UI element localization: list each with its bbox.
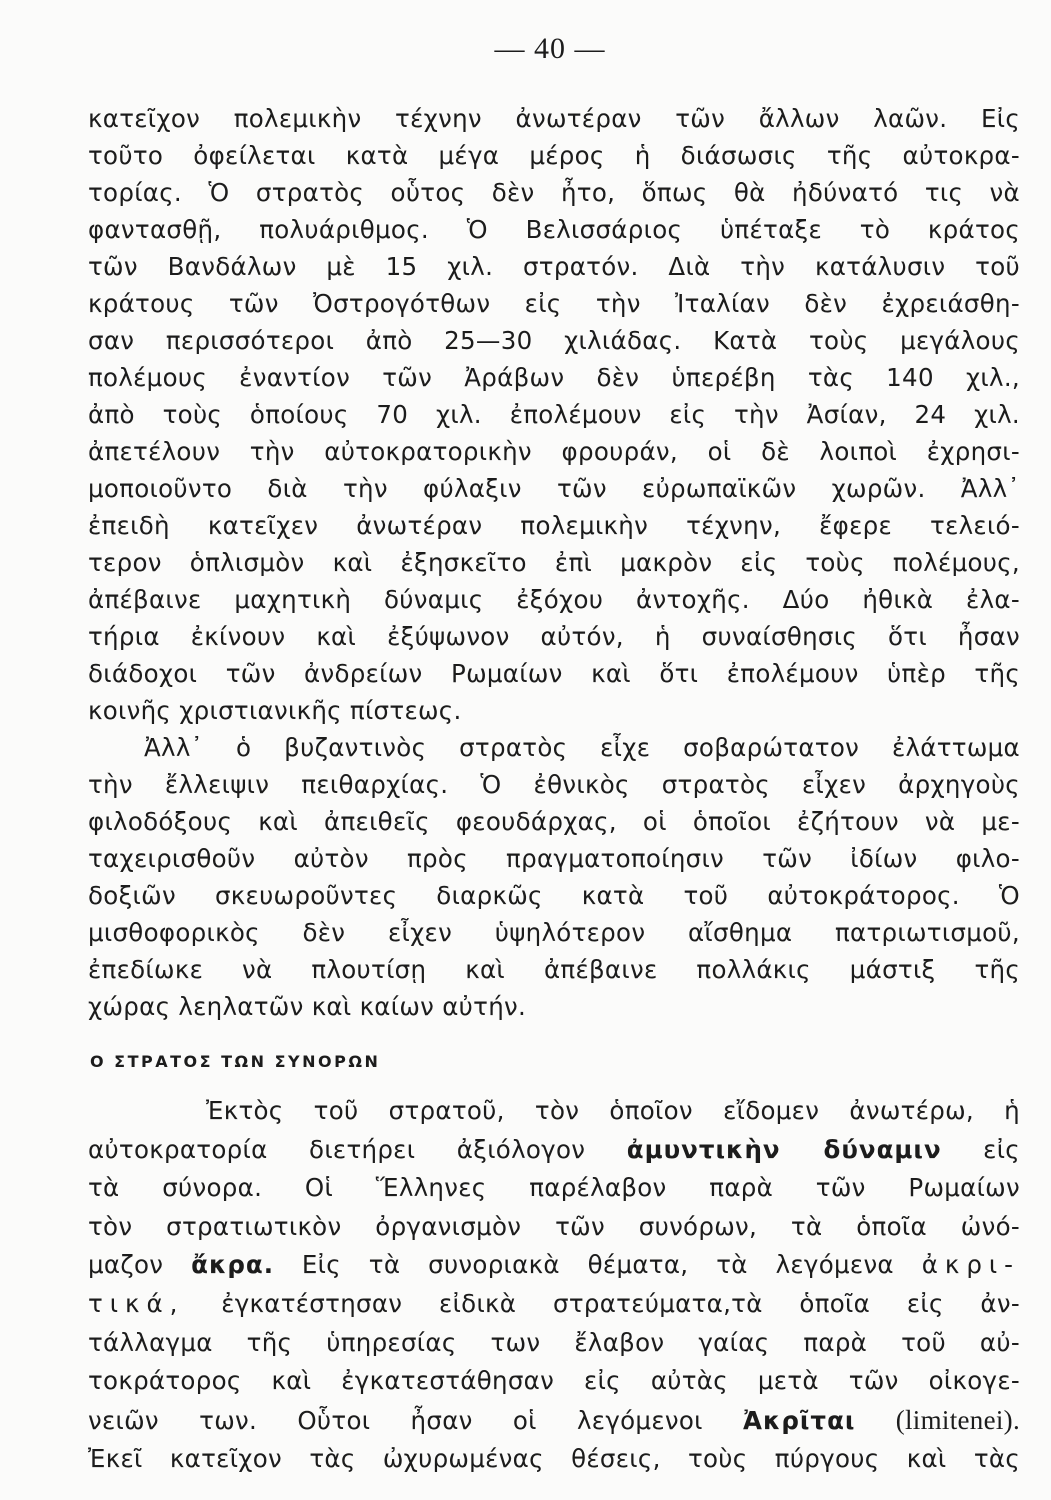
- body-text-section-2: [88, 1092, 1020, 1479]
- text-line: φαντασθῇ, πολυάριθμος. Ὁ Βελισσάριος ὑπέταξε τὸ κράτος: [88, 215, 1020, 244]
- text-line: φιλοδόξους καὶ ἀπειθεῖς φεουδάρχας, οἱ ὁποῖοι ἐζήτουν νὰ με-: [88, 807, 1020, 836]
- text-fragment: ἐγκατέστησαν εἰδικὰ στρατεύματα,τὰ ὁποῖα εἰς ἀν-: [221, 1288, 1021, 1318]
- text-fragment: νειῶν των. Οὗτοι ἦσαν οἱ λεγόμενοι: [88, 1405, 703, 1435]
- text-fragment: Εἰς τὰ συνοριακὰ θέματα, τὰ λεγόμενα: [301, 1250, 894, 1280]
- section-heading: Ο ΣΤΡΑΤΟΣ ΤΩΝ ΣΥΝΟΡΩΝ: [90, 1052, 381, 1071]
- text-line: κατεῖχον πολεμικὴν τέχνην ἀνωτέραν τῶν ἄλλων λαῶν. Εἰς: [88, 104, 1020, 133]
- text-line: διάδοχοι τῶν ἀνδρείων Ρωμαίων καὶ ὅτι ἐπολέμουν ὑπὲρ τῆς: [88, 659, 1020, 688]
- latin-term: (limitenei).: [895, 1404, 1021, 1435]
- text-line: πολέμους ἐναντίον τῶν Ἀράβων δὲν ὑπερέβη τὰς 140 χιλ.,: [88, 363, 1020, 392]
- text-line: μισθοφορικὸς δὲν εἶχεν ὑψηλότερον αἴσθημα πατριωτισμοῦ,: [88, 918, 1020, 947]
- text-line: κοινῆς χριστιανικῆς πίστεως.: [88, 696, 462, 725]
- text-line: τερον ὁπλισμὸν καὶ ἐξησκεῖτο ἐπὶ μακρὸν εἰς τοὺς πολέμους,: [88, 548, 1020, 577]
- page-number: — 40 —: [494, 32, 606, 65]
- text-line: τήρια ἐκίνουν καὶ ἐξύψωνον αὐτόν, ἡ συναίσθησις ὅτι ἦσαν: [88, 622, 1020, 651]
- text-line: τορίας. Ὁ στρατὸς οὗτος δὲν ἦτο, ὅπως θὰ ἠδύνατό τις νὰ: [88, 178, 1020, 207]
- text-line: τὸν στρατιωτικὸν ὀργανισμὸν τῶν συνόρων, τὰ ὁποῖα ὠνό-: [88, 1211, 1020, 1241]
- text-line: [88, 1246, 1020, 1285]
- text-line: ἀπὸ τοὺς ὁποίους 70 χιλ. ἐπολέμουν εἰς τὴν Ἀσίαν, 24 χιλ.: [88, 400, 1020, 429]
- emphasis-term: ἀμυντικὴν δύναμιν: [626, 1134, 942, 1164]
- body-text-section-1: [88, 100, 1020, 1025]
- text-line: τὰ σύνορα. Οἱ Ἕλληνες παρέλαβον παρὰ τῶν Ρωμαίων: [88, 1173, 1020, 1203]
- text-line: [88, 1285, 1020, 1324]
- text-line: Ἐκτὸς τοῦ στρατοῦ, τὸν ὁποῖον εἴδομεν ἀνωτέρω, ἡ: [206, 1096, 1020, 1125]
- text-line: τὴν ἔλλειψιν πειθαρχίας. Ὁ ἐθνικὸς στρατὸς εἶχεν ἀρχηγοὺς: [88, 770, 1020, 799]
- text-line: τοκράτορος καὶ ἐγκατεστάθησαν εἰς αὐτὰς μετὰ τῶν οἰκογε-: [88, 1366, 1020, 1396]
- text-line: Ἀλλ᾽ ὁ βυζαντινὸς στρατὸς εἶχε σοβαρώτατον ἐλάττωμα: [144, 733, 1020, 762]
- text-line: κράτους τῶν Ὀστρογότθων εἰς τὴν Ἰταλίαν δὲν ἐχρειάσθη-: [88, 289, 1020, 318]
- text-line: τάλλαγμα τῆς ὑπηρεσίας των ἔλαβον γαίας παρὰ τοῦ αὐ-: [88, 1327, 1020, 1357]
- emphasis-term: ἄκρα.: [191, 1250, 275, 1280]
- text-line: Ἐκεῖ κατεῖχον τὰς ὠχυρωμένας θέσεις, τοὺς πύργους καὶ τὰς: [88, 1444, 1020, 1474]
- spaced-term: τικά,: [88, 1288, 185, 1318]
- text-line: [88, 1131, 1020, 1170]
- text-fragment: εἰς: [983, 1134, 1020, 1164]
- text-line: ἐπεδίωκε νὰ πλουτίσῃ καὶ ἀπέβαινε πολλάκις μάστιξ τῆς: [88, 955, 1020, 984]
- spaced-term: ἀκρι-: [921, 1250, 1021, 1280]
- text-fragment: μαζον: [88, 1250, 164, 1280]
- text-line: χώρας λεηλατῶν καὶ καίων αὐτήν.: [88, 992, 527, 1021]
- text-line: ἀπετέλουν τὴν αὐτοκρατορικὴν φρουράν, οἱ δὲ λοιποὶ ἐχρησι-: [88, 437, 1020, 466]
- text-line: τῶν Βανδάλων μὲ 15 χιλ. στρατόν. Διὰ τὴν κατάλυσιν τοῦ: [88, 252, 1020, 281]
- text-line: [88, 1401, 1020, 1441]
- text-line: δοξιῶν σκευωροῦντες διαρκῶς κατὰ τοῦ αὐτοκράτορος. Ὁ: [88, 881, 1020, 910]
- text-line: μοποιοῦντο διὰ τὴν φύλαξιν τῶν εὐρωπαϊκῶν χωρῶν. Ἀλλ᾽: [88, 474, 1020, 503]
- text-line: ταχειρισθοῦν αὐτὸν πρὸς πραγματοποίησιν τῶν ἰδίων φιλο-: [88, 844, 1020, 873]
- text-line: σαν περισσότεροι ἀπὸ 25—30 χιλιάδας. Κατὰ τοὺς μεγάλους: [88, 326, 1020, 355]
- text-line: ἀπέβαινε μαχητικὴ δύναμις ἐξόχου ἀντοχῆς. Δύο ἠθικὰ ἐλα-: [88, 585, 1020, 614]
- text-line: τοῦτο ὀφείλεται κατὰ μέγα μέρος ἡ διάσωσις τῆς αὐτοκρα-: [88, 141, 1020, 170]
- emphasis-term: Ἀκρῖται: [742, 1405, 856, 1435]
- text-line: ἐπειδὴ κατεῖχεν ἀνωτέραν πολεμικὴν τέχνην, ἔφερε τελειό-: [88, 511, 1020, 540]
- text-fragment: αὐτοκρατορία διετήρει ἀξιόλογον: [88, 1134, 586, 1164]
